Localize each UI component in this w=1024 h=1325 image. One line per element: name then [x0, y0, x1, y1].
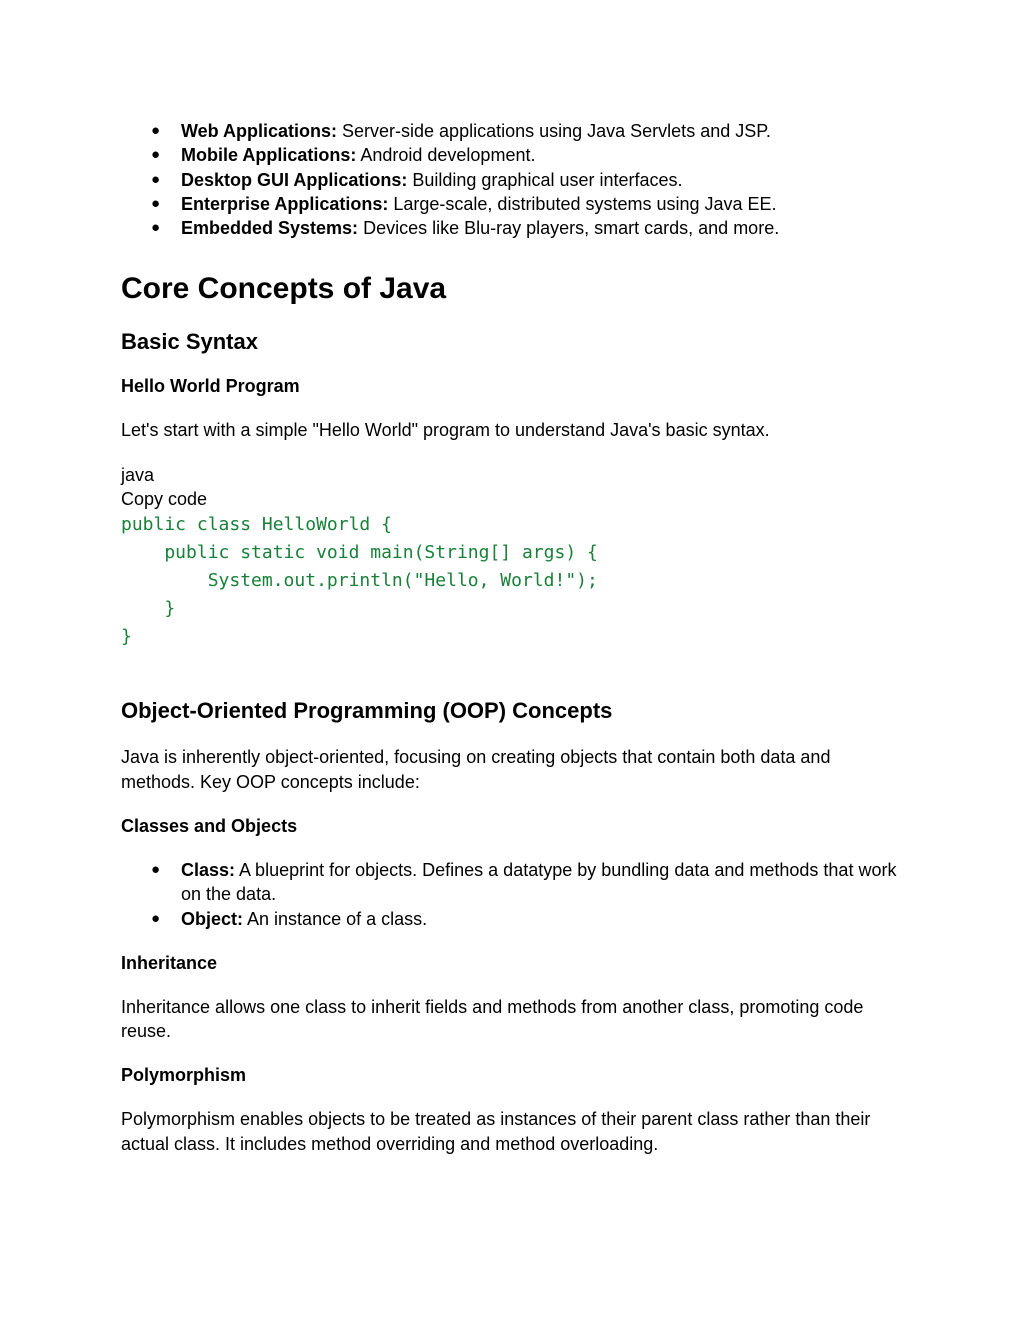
list-item-desc: A blueprint for objects. Defines a datatype by bundling data and methods that work on the data. — [181, 859, 897, 905]
inheritance-heading: Inheritance — [121, 952, 218, 973]
list-item-term: Enterprise Applications: — [181, 193, 389, 214]
list-item-desc: Devices like Blu-ray players, smart cards, and more. — [358, 218, 780, 239]
list-item — [121, 119, 901, 143]
list-item-term: Mobile Applications: — [181, 145, 357, 166]
oop-heading: Object-Oriented Programming (OOP) Concepts — [121, 698, 613, 724]
list-item-desc: Large-scale, distributed systems using Java EE. — [388, 193, 777, 214]
document-page — [121, 119, 901, 1156]
list-item — [121, 858, 901, 907]
classes-objects-list — [121, 858, 901, 931]
list-item-desc: Building graphical user interfaces. — [407, 169, 683, 190]
inheritance-text: Inheritance allows one class to inherit fields and methods from another class, promoting code reuse. — [121, 996, 864, 1042]
list-item-term: Desktop GUI Applications: — [181, 169, 408, 190]
list-item-desc: Android development. — [356, 145, 536, 166]
list-item-term: Object: — [181, 908, 244, 929]
polymorphism-heading: Polymorphism — [121, 1065, 247, 1086]
classes-objects-heading: Classes and Objects — [121, 815, 298, 836]
list-item — [121, 216, 901, 240]
core-concepts-heading: Core Concepts of Java — [121, 272, 447, 306]
list-item-term: Class: — [181, 859, 236, 880]
copy-code-button[interactable]: Copy code — [121, 489, 208, 510]
bullet-icon: ● — [151, 146, 161, 164]
bullet-icon: ● — [151, 860, 161, 878]
hello-world-intro: Let's start with a simple "Hello World" program to understand Java's basic syntax. — [121, 420, 770, 441]
oop-intro: Java is inherently object-oriented, focusing on creating objects that contain both data and methods. Key OOP concepts include: — [121, 747, 831, 792]
list-item — [121, 168, 901, 192]
list-item — [121, 143, 901, 167]
list-item — [121, 192, 901, 216]
list-item-term: Embedded Systems: — [181, 218, 359, 239]
code-language-label: java — [121, 464, 155, 485]
list-item-desc: Server-side applications using Java Servlets and JSP. — [337, 121, 771, 141]
bullet-icon: ● — [151, 122, 161, 139]
hello-world-heading: Hello World Program — [121, 376, 300, 397]
bullet-icon: ● — [151, 170, 161, 188]
list-item-term: Web Applications: — [181, 121, 338, 141]
list-item — [121, 907, 901, 931]
bullet-icon: ● — [151, 194, 161, 212]
polymorphism-text: Polymorphism enables objects to be treated as instances of their parent class rather than their actual class. It includes method overriding and method overloading. — [121, 1109, 871, 1154]
hello-world-code-block: public class HelloWorld { public static void main(String[] args) { System.out.println("Hello, World!"); } } — [121, 514, 598, 648]
bullet-icon: ● — [151, 909, 161, 927]
list-item-desc: An instance of a class. — [243, 908, 428, 929]
bullet-icon: ● — [151, 219, 161, 237]
applications-list — [121, 119, 901, 240]
basic-syntax-heading: Basic Syntax — [121, 329, 258, 355]
